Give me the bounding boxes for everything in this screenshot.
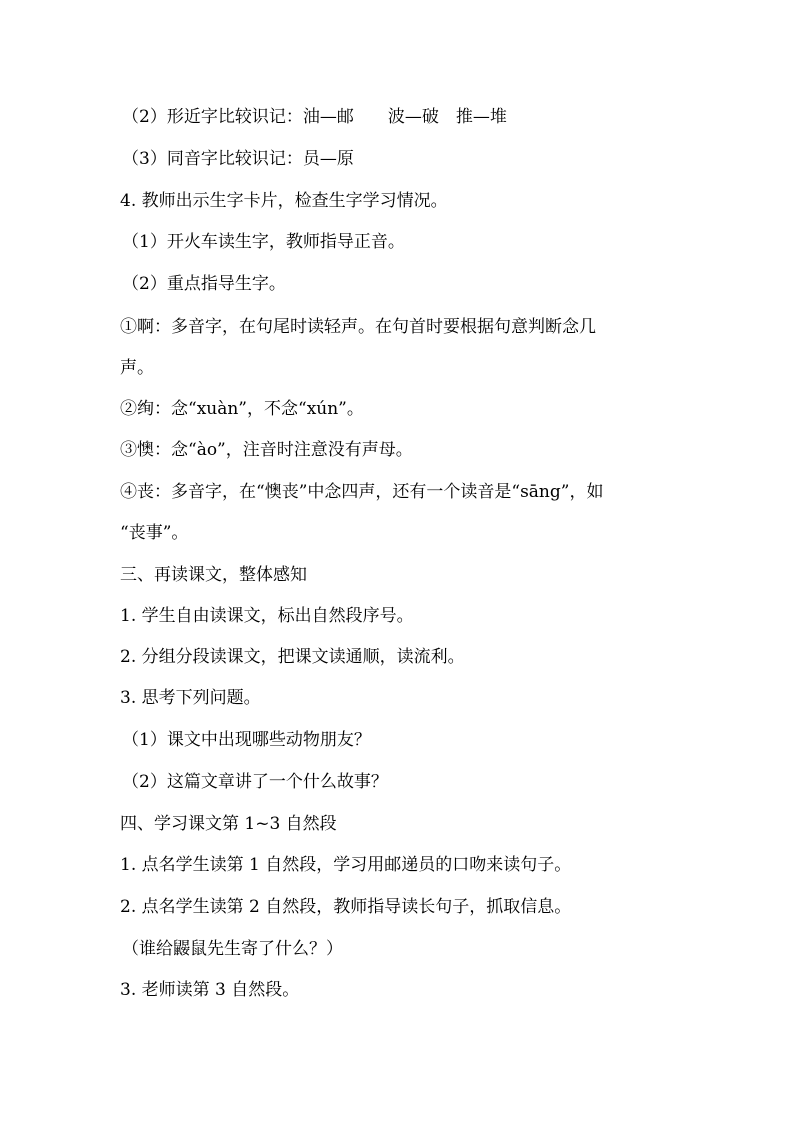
text-line-question-1: （1）课文中出现哪些动物朋友？ bbox=[122, 730, 371, 750]
text-line-homophones: （3）同音字比较识记：员—原 bbox=[122, 149, 354, 169]
text-line-char-a-cont: 声。 bbox=[120, 358, 154, 378]
text-line-3-1: 1. 学生自由读课文，标出自然段序号。 bbox=[120, 606, 414, 626]
text-line-4-2-question: （谁给鼹鼠先生寄了什么？） bbox=[122, 939, 343, 959]
text-line-step-4-2: （2）重点指导生字。 bbox=[122, 274, 286, 294]
text-line-4-3: 3. 老师读第 3 自然段。 bbox=[120, 980, 300, 1000]
text-line-char-a: ①啊：多音字，在句尾时读轻声。在句首时要根据句意判断念几 bbox=[120, 317, 596, 337]
text-line-char-sang-cont: “丧事”。 bbox=[120, 523, 189, 543]
text-line-4-1: 1. 点名学生读第 1 自然段，学习用邮递员的口吻来读句子。 bbox=[120, 855, 572, 875]
text-line-char-xuan: ②绚：念“xuàn”，不念“xún”。 bbox=[120, 399, 364, 419]
section-heading-3: 三、再读课文，整体感知 bbox=[120, 565, 307, 585]
text-line-3-3: 3. 思考下列问题。 bbox=[120, 688, 261, 708]
section-heading-4: 四、学习课文第 1~3 自然段 bbox=[120, 814, 337, 834]
text-line-4-2: 2. 点名学生读第 2 自然段，教师指导读长句子，抓取信息。 bbox=[120, 897, 572, 917]
text-line-step-4-1: （1）开火车读生字，教师指导正音。 bbox=[122, 232, 405, 252]
text-line-3-2: 2. 分组分段读课文，把课文读通顺，读流利。 bbox=[120, 647, 465, 667]
text-line-step-4: 4. 教师出示生字卡片，检查生字学习情况。 bbox=[120, 191, 448, 211]
text-line-similar-chars: （2）形近字比较识记：油—邮 波—破 推—堆 bbox=[122, 107, 507, 127]
text-line-question-2: （2）这篇文章讲了一个什么故事？ bbox=[122, 772, 388, 792]
text-line-char-sang: ④丧：多音字，在“懊丧”中念四声，还有一个读音是“sāng”，如 bbox=[120, 482, 604, 502]
text-line-char-ao: ③懊：念“ào”，注音时注意没有声母。 bbox=[120, 440, 413, 460]
